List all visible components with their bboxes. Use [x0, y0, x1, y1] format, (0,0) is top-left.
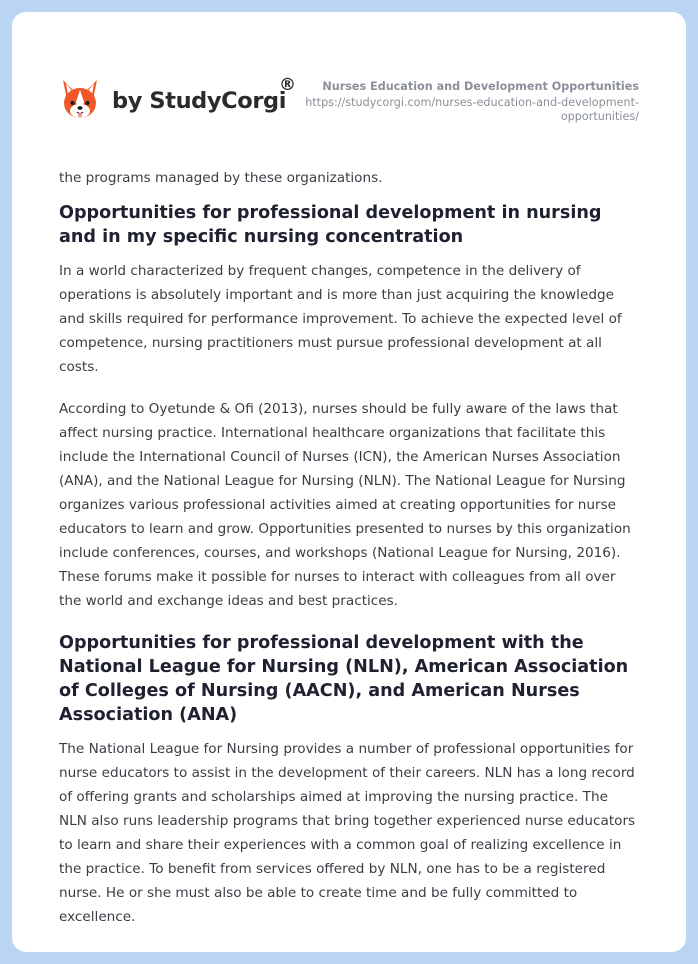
paragraph-3: The National League for Nursing provides a number of professional opportunities for nurse educators to assist in the development of their careers. NLN has a long record of offering grants and scholarships aimed at improving the nursing practice. The NLN also runs leadership programs that bring together experienced nurse educators to learn and share their experiences with a common goal of realizing excellence in the practice. To benefit from services offered by NLN, one has to be a registered nurse. He or she must also be able to create time and be fully committed to excellence.	[59, 741, 636, 925]
document-title: Nurses Education and Development Opportunities	[322, 80, 639, 93]
section-heading-1: Opportunities for professional development in nursing and in my specific nursing concentration	[59, 203, 602, 247]
document-url[interactable]: https://studycorgi.com/nurses-education-and-development-opportunities/	[305, 96, 639, 123]
registered-mark: ®	[279, 75, 296, 95]
intro-fragment: the programs managed by these organizations.	[59, 170, 383, 186]
document-meta	[299, 80, 639, 123]
studycorgi-logo[interactable]	[60, 75, 296, 122]
paragraph-2: According to Oyetunde & Ofi (2013), nurses should be fully aware of the laws that affect nursing practice. International healthcare organizations that facilitate this include the International Council of Nurses (ICN), the American Nurses Association (ANA), and the National League for Nursing (NLN). The National League for Nursing organizes various professional activities aimed at creating opportunities for nurse educators to learn and grow. Opportunities presented to nurses by this organization include conferences, courses, and workshops (National League for Nursing, 2016). These forums make it possible for nurses to interact with colleagues from all over the world and exchange ideas and best practices.	[59, 401, 631, 609]
brand-name: by StudyCorgi	[112, 88, 287, 114]
paragraph-1: In a world characterized by frequent changes, competence in the delivery of operations is absolutely important and is more than just acquiring the knowledge and skills required for performance improvement. To achieve the expected level of competence, nursing practitioners must pursue professional development at all costs.	[59, 263, 622, 375]
corgi-icon	[60, 78, 100, 122]
section-heading-2: Opportunities for professional development with the National League for Nursing (NLN), American Association of Colleges of Nursing (AACN), and American Nurses Association (ANA)	[59, 633, 629, 725]
document-page	[12, 12, 686, 952]
article-body	[59, 166, 639, 929]
page-header	[59, 12, 639, 166]
